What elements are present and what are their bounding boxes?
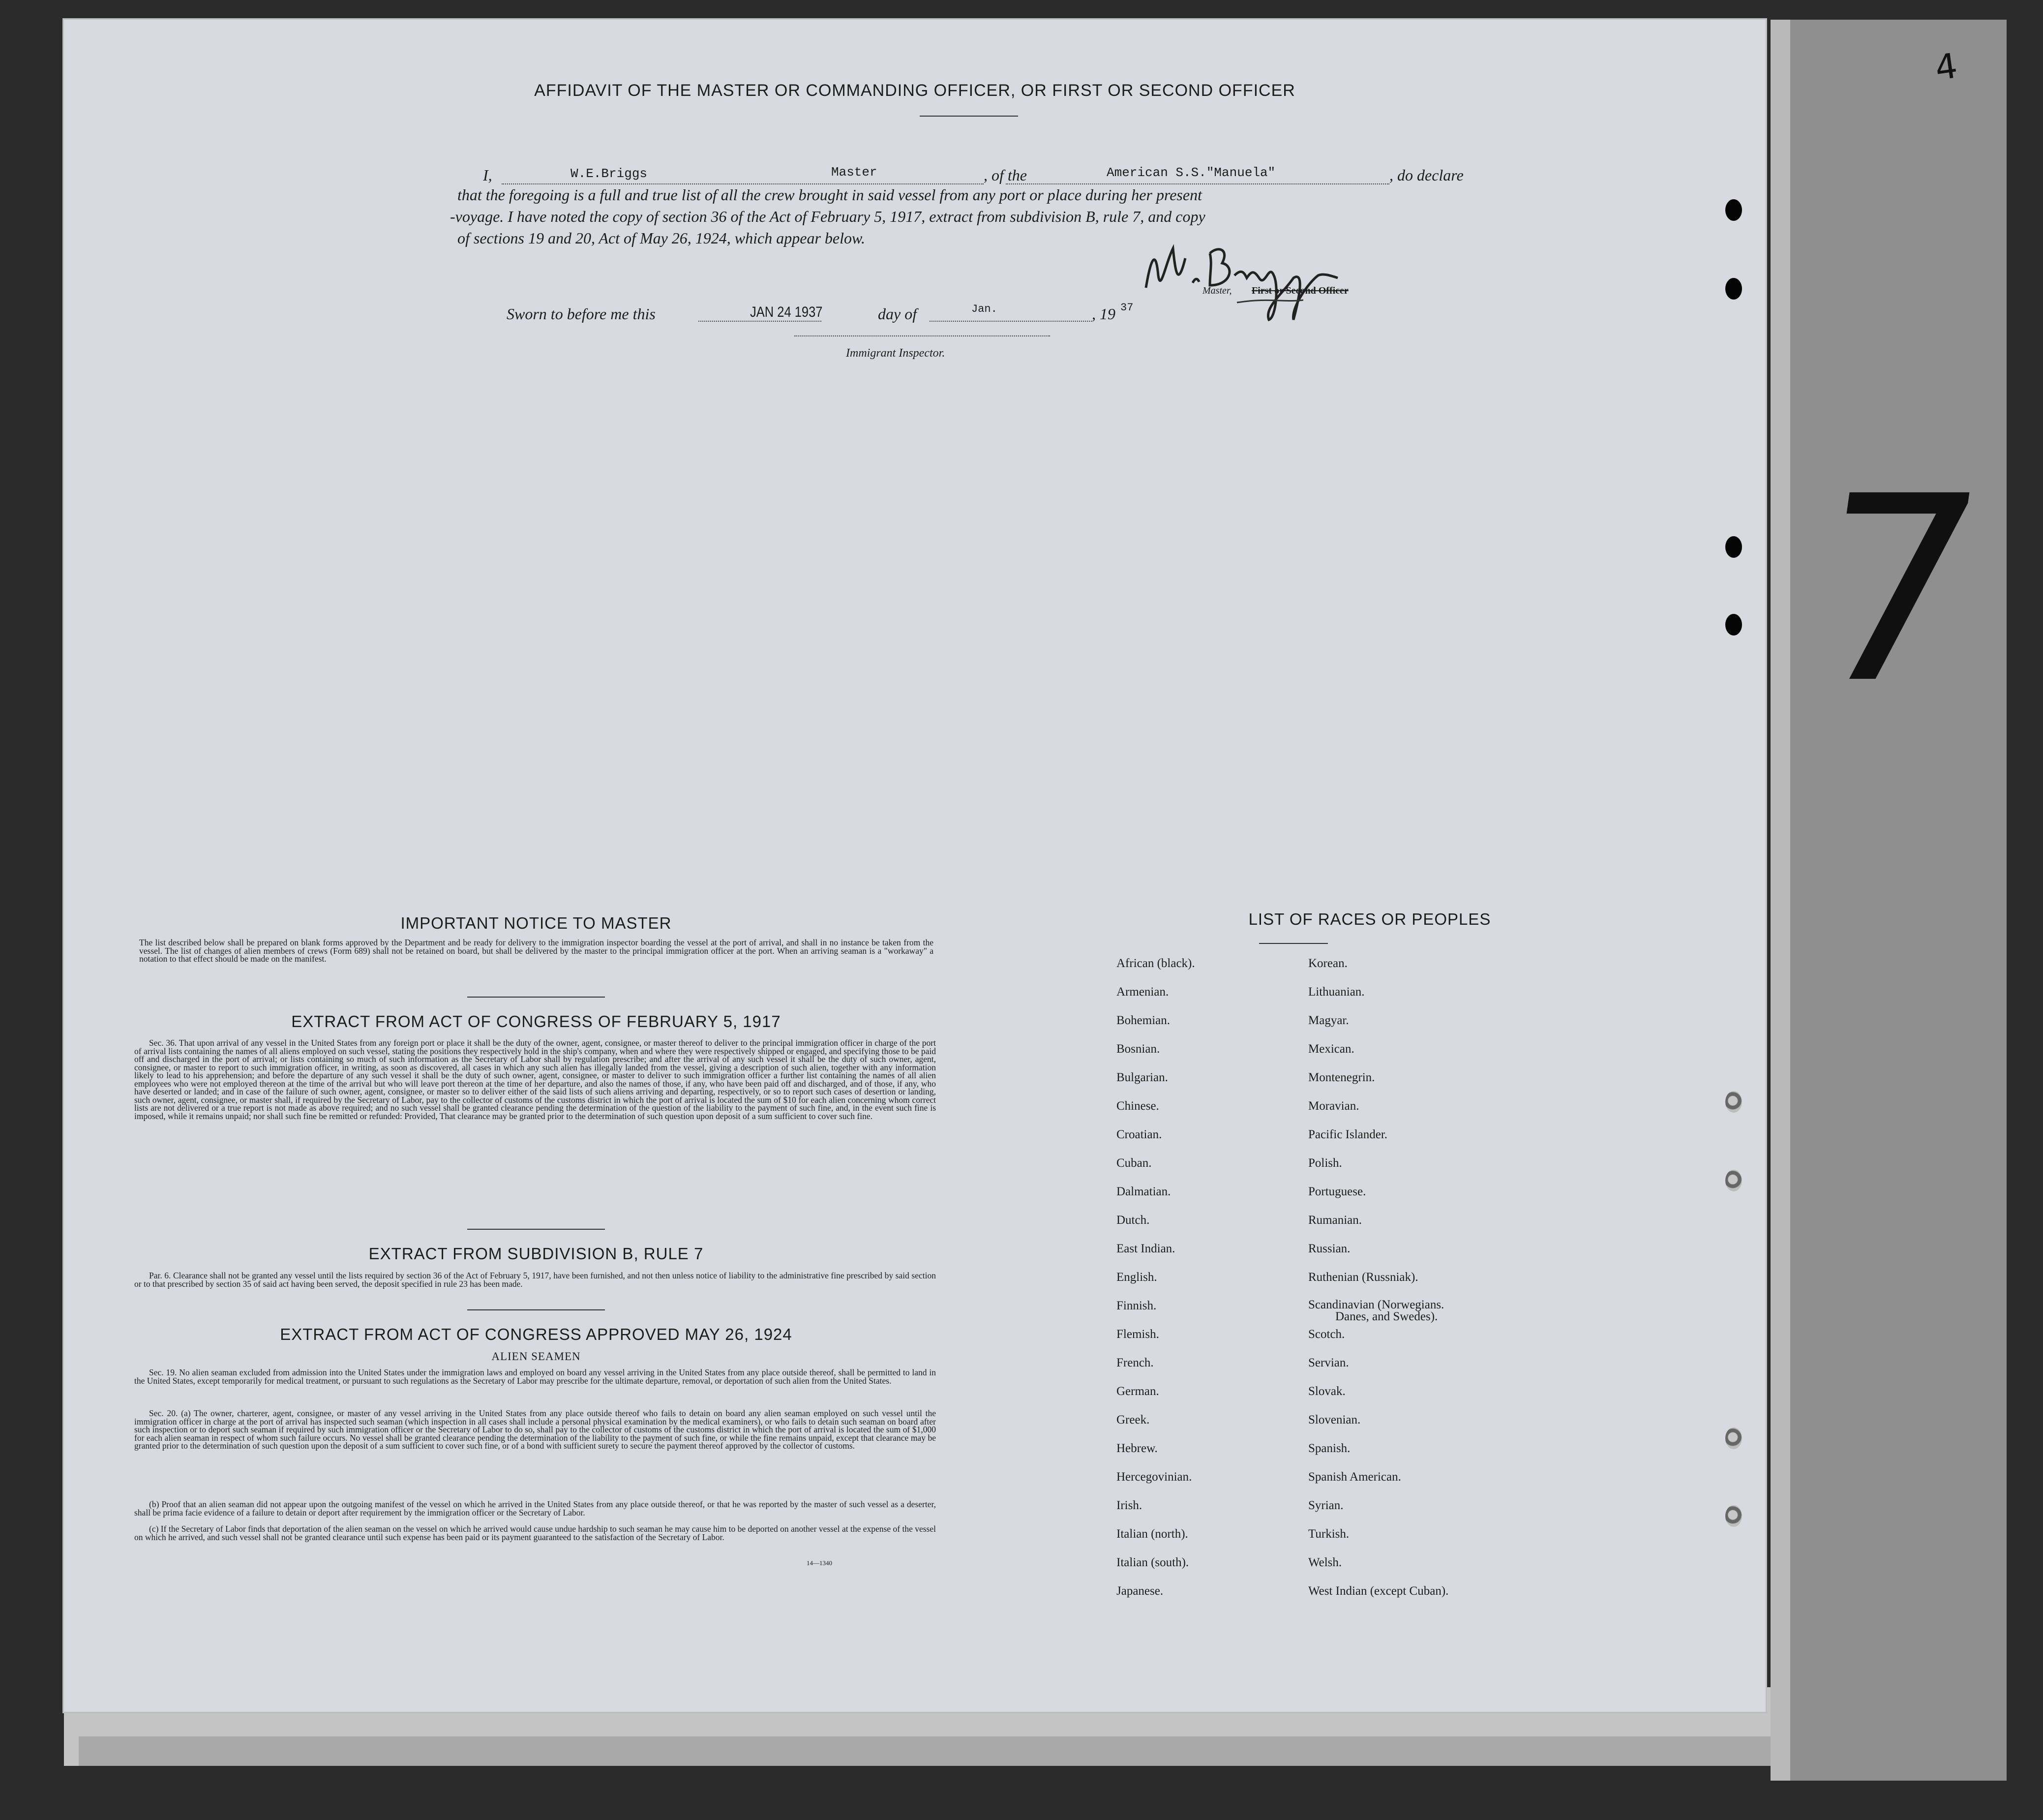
race-item: Korean. [1308, 957, 1348, 970]
year-prefix: , 19 [1092, 305, 1115, 323]
race-item: Japanese. [1116, 1584, 1164, 1598]
inspector-signature-line [794, 335, 1050, 336]
year-suffix: 37 [1120, 302, 1134, 314]
race-item: Turkish. [1308, 1527, 1350, 1541]
declarant-prefix: I, [483, 166, 492, 184]
race-item: Mexican. [1308, 1042, 1354, 1056]
notice-divider [467, 997, 605, 998]
race-item: East Indian. [1116, 1242, 1175, 1255]
sworn-label: Sworn to before me this [507, 305, 656, 323]
vessel-field-line [1006, 183, 1389, 184]
title-divider [920, 116, 1018, 117]
race-item: Moravian. [1308, 1099, 1359, 1113]
race-item [1308, 1299, 1448, 1328]
race-item: Spanish. [1308, 1442, 1351, 1455]
race-item: Bulgarian. [1116, 1071, 1168, 1084]
race-item: Dalmatian. [1116, 1185, 1171, 1198]
extract-1917-title: EXTRACT FROM ACT OF CONGRESS OF FEBRUARY 5, 1917 [291, 1012, 781, 1031]
extract-1924-title: EXTRACT FROM ACT OF CONGRESS APPROVED MAY 26, 1924 [280, 1325, 792, 1343]
race-item: Dutch. [1116, 1213, 1150, 1227]
race-item: Lithuanian. [1308, 985, 1365, 999]
do-declare-label: , do declare [1389, 166, 1464, 184]
race-item-line-2: Danes, and Swedes). [1335, 1310, 1438, 1323]
signature-caption: Master, [1202, 285, 1232, 296]
race-item: Polish. [1308, 1156, 1342, 1170]
sec-20b-text: (b) Proof that an alien seaman did not appear upon the outgoing manifest of the vessel on which he arrived in the United States from any place outside thereof, or that he was reported by the master of such vessel as a deserter, shall be prima facie evidence of a failure to detain or deport after requirement by the immigration officer or the Secretary of Labor. [134, 1499, 936, 1517]
date-stamp: JAN 24 1937 [750, 304, 823, 320]
form-number: 14—1340 [807, 1559, 832, 1567]
races-title: LIST OF RACES OR PEOPLES [1248, 910, 1491, 928]
day-of-label: day of [878, 305, 917, 323]
race-item: Bohemian. [1116, 1014, 1171, 1027]
race-item: Finnish. [1116, 1299, 1157, 1312]
punch-hole [1725, 1505, 1742, 1527]
extract-1917-body: Sec. 36. That upon arrival of any vessel in the United States from any foreign port or place it shall be the duty of the owner, agent, consignee, or master thereof to deliver to the principal immigration officer in charge of the port of arrival lists containing the names of all aliens employed on such vessel, stating the positions they respectively hold in the ship's company, when and where they were respectively shipped or engaged, and specifying those to be paid off and discharged in the port of arrival; or lists containing so much of such information as the Secretary of Labor shall by regulation prescribe; and after the arrival of any such vessel it shall be the duty of such owner, agent, consignee, or master to report to such immigration officer, in writing, as soon as discovered, all cases in which any such alien has illegally landed from the vessel, giving a description of such alien, together with any information likely to lead to his apprehension; and before the departure of any such vessel it shall be the duty of such owner, agent, consignee, or master to deliver to such immigration officer a further list containing the names of all alien employees who were not employed thereon at the time of the arrival but who will leave port thereon at the time of her departure, and also the names of those, if any, who have been paid off and discharged, and of those, if any, who have deserted or landed; and in case of the failure of such owner, agent, consignee, or master so to deliver either of the said lists of such aliens arriving and departing, respectively, or so to report such cases of desertion or landing, such owner, agent, consignee, or master shall, if required by the Secretary of Labor, pay to the collector of customs of the customs district in which the port of arrival is located the sum of $10 for each alien concerning whom correct lists are not delivered or a true report is not made as above required; and no such vessel shall be granted clearance pending the determination of the question of the liability to the payment of such fine, and, in the event such fine is imposed, while it remains unpaid; nor shall such fine be remitted or refunded: Provided, That clearance may be granted prior to the determination of such question upon deposit of a sum sufficient to cover such fine. [134, 1038, 936, 1121]
race-item: Cuban. [1116, 1156, 1152, 1170]
punch-hole [1725, 1091, 1742, 1113]
of-the-label: , of the [984, 166, 1027, 184]
race-item: German. [1116, 1385, 1159, 1398]
sec-19-text: Sec. 19. No alien seaman excluded from admission into the United States under the immigration laws and employed on board any vessel arriving in the United States from any place outside thereof, shall be permitted to land in the United States, except temporarily for medical treatment, or pursuant to such regulations as the Secretary of Labor may prescribe for the ultimate departure, removal, or deportation of such alien from the United States. [134, 1367, 936, 1386]
large-handwritten-numeral: 7 [1794, 441, 1999, 739]
document-page [64, 20, 1766, 1712]
sworn-date-line [698, 321, 821, 322]
backing-sheet-edge [1771, 20, 1790, 1781]
race-item-line-1: Scandinavian (Norwegians. [1308, 1298, 1444, 1311]
race-item: Slovak. [1308, 1385, 1346, 1398]
rule-7-divider [467, 1309, 605, 1310]
vessel-name: American S.S."Manuela" [1107, 165, 1276, 180]
races-right-column [1308, 957, 1448, 1613]
punch-hole [1725, 536, 1742, 558]
punch-hole [1725, 199, 1742, 221]
declaration-line-2: that the foregoing is a full and true list of all the crew brought in said vessel from any port or place during her present [457, 186, 1202, 204]
race-item: Bosnian. [1116, 1042, 1160, 1056]
sec-20c-text: (c) If the Secretary of Labor finds that deportation of the alien seaman on the vessel on which he arrived would cause undue hardship to such seaman he may cause him to be deported on another vessel at the expense of the vessel on which he arrived, and such vessel shall not be granted clearance until such expense has been paid or its payment guaranteed to the satisfaction of the Secretary of Labor. [134, 1524, 936, 1542]
race-item: West Indian (except Cuban). [1308, 1584, 1449, 1598]
race-item: Armenian. [1116, 985, 1169, 999]
race-item: Flemish. [1116, 1328, 1159, 1341]
race-item: African (black). [1116, 957, 1195, 970]
struck-officer-title: First or Second Officer [1252, 285, 1349, 296]
race-item: Hercegovinian. [1116, 1470, 1192, 1484]
race-item: Irish. [1116, 1499, 1142, 1512]
race-item: Russian. [1308, 1242, 1351, 1255]
underlying-sheet-edge [79, 1736, 1771, 1766]
race-item: Pacific Islander. [1308, 1128, 1388, 1141]
notice-body: The list described below shall be prepared on blank forms approved by the Department and be ready for delivery to the immigration inspector boarding the vessel at the port of arrival, and shall in no instance be taken from the vessel. The list of changes of alien members of crews (Form 689) shall not be retained on board, but shall be delivered by the master to the principal immigration officer at the port. When an arriving seaman is a "workaway" a notation to that effect should be made on the manifest. [139, 938, 933, 964]
punch-hole [1725, 614, 1742, 636]
master-name: W.E.Briggs [571, 166, 648, 181]
sec-20a-text: Sec. 20. (a) The owner, charterer, agent, consignee, or master of any vessel arriving in the United States from any place outside thereof who fails to detain on board any alien seaman employed on such vessel until the immigration officer in charge at the port of arrival has inspected such seaman (which inspection in all cases shall include a personal physical examination by the medical examiners), or who fails to detain such seaman on board after such inspection or to deport such seaman if required by such immigration officer or the Secretary of Labor to do so, shall pay to the collector of customs of the customs district in which the port of arrival is located the sum of $1,000 for each alien seaman in respect of whom such failure occurs. No vessel shall be granted clearance pending the determination of the liability to the payment of such fine, or while the fine remains unpaid, except that clearance may be granted prior to the determination of such question upon the deposit of a sum sufficient to cover such fine, or of a bond with sufficient surety to secure the payment thereof approved by the collector of customs. [134, 1408, 936, 1451]
punch-hole [1725, 1170, 1742, 1191]
race-item: Montenegrin. [1308, 1071, 1375, 1084]
race-item: Welsh. [1308, 1556, 1342, 1569]
race-item: Greek. [1116, 1413, 1150, 1426]
race-item: French. [1116, 1356, 1154, 1369]
race-item: Italian (south). [1116, 1556, 1189, 1569]
name-field-line [502, 183, 984, 184]
affidavit-title: AFFIDAVIT OF THE MASTER OR COMMANDING OFFICER, OR FIRST OR SECOND OFFICER [534, 81, 1295, 100]
page-number-mark: 4 [1932, 45, 1960, 89]
punch-hole [1725, 278, 1742, 300]
master-rank: Master [831, 165, 877, 180]
master-signature [1136, 229, 1402, 327]
race-item: Magyar. [1308, 1014, 1349, 1027]
races-left-column [1116, 957, 1195, 1613]
races-divider [1259, 943, 1328, 944]
rule-7-body: Par. 6. Clearance shall not be granted any vessel until the lists required by section 36 of the Act of February 5, 1917, have been furnished, and not then unless notice of liability to the administrative fine prescribed by said section or to that prescribed by section 35 of said act having been served, the deposit specified in rule 23 has been made. [134, 1271, 936, 1289]
race-item: Spanish American. [1308, 1470, 1401, 1484]
rule-7-title: EXTRACT FROM SUBDIVISION B, RULE 7 [368, 1244, 704, 1263]
race-item: Scotch. [1308, 1328, 1345, 1341]
race-item: Italian (north). [1116, 1527, 1188, 1541]
race-item: Syrian. [1308, 1499, 1344, 1512]
extract-1917-divider [467, 1229, 605, 1230]
declaration-line-3: -voyage. I have noted the copy of section 36 of the Act of February 5, 1917, extract from subdivision B, rule 7, and copy [450, 208, 1205, 225]
race-item: Rumanian. [1308, 1213, 1362, 1227]
race-item: English. [1116, 1271, 1157, 1284]
race-item: Chinese. [1116, 1099, 1159, 1113]
declaration-line-4: of sections 19 and 20, Act of May 26, 1924, which appear below. [457, 229, 865, 247]
notice-title: IMPORTANT NOTICE TO MASTER [400, 914, 672, 932]
race-item: Portuguese. [1308, 1185, 1366, 1198]
race-item: Croatian. [1116, 1128, 1162, 1141]
backing-sheet [1775, 20, 2007, 1781]
sworn-month: Jan. [971, 303, 997, 315]
race-item: Hebrew. [1116, 1442, 1158, 1455]
alien-seamen-subtitle: ALIEN SEAMEN [491, 1350, 581, 1363]
punch-hole [1725, 1427, 1742, 1449]
race-item: Servian. [1308, 1356, 1349, 1369]
race-item: Ruthenian (Russniak). [1308, 1271, 1418, 1284]
inspector-caption: Immigrant Inspector. [846, 347, 945, 360]
race-item: Slovenian. [1308, 1413, 1361, 1426]
month-line [930, 321, 1092, 322]
